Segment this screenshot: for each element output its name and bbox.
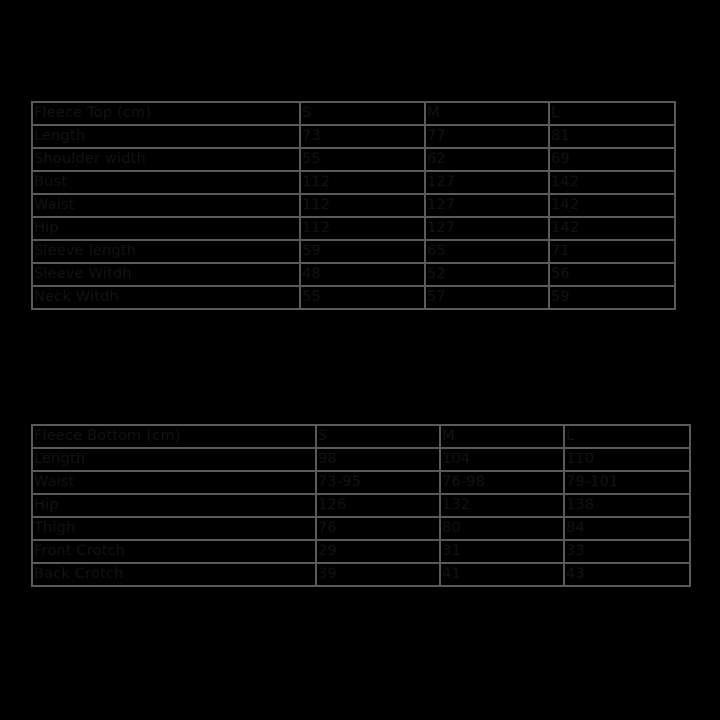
measurement-value-cell: 112 — [300, 171, 425, 194]
measurement-label-cell: Shoulder width — [32, 148, 300, 171]
measurement-label-cell: Waist — [32, 471, 316, 494]
measurement-value-cell: 76-98 — [440, 471, 564, 494]
size-header-cell: M — [425, 102, 549, 125]
measurement-value-cell: 41 — [440, 563, 564, 586]
table-row — [32, 448, 690, 471]
measurement-label-cell: Sleeve Witdh — [32, 263, 300, 286]
measurement-value-cell: 81 — [549, 125, 675, 148]
measurement-value-cell: 73-95 — [316, 471, 440, 494]
measurement-value-cell: 59 — [300, 240, 425, 263]
measurement-label-cell: Bust — [32, 171, 300, 194]
fleece-top-size-table — [31, 101, 676, 310]
measurement-label-cell: Length — [32, 125, 300, 148]
measurement-value-cell: 142 — [549, 194, 675, 217]
measurement-value-cell: 57 — [425, 286, 549, 309]
measurement-value-cell: 104 — [440, 448, 564, 471]
measurement-label-cell: Length — [32, 448, 316, 471]
measurement-value-cell: 77 — [425, 125, 549, 148]
table-row — [32, 217, 675, 240]
measurement-label-cell: Sleeve length — [32, 240, 300, 263]
table-body — [32, 102, 675, 309]
table-row — [32, 540, 690, 563]
measurement-value-cell: 112 — [300, 217, 425, 240]
measurement-value-cell: 98 — [316, 448, 440, 471]
table-title-cell: Fleece Bottom (cm) — [32, 425, 316, 448]
measurement-value-cell: 55 — [300, 286, 425, 309]
measurement-value-cell: 43 — [564, 563, 690, 586]
measurement-value-cell: 127 — [425, 171, 549, 194]
measurement-value-cell: 142 — [549, 171, 675, 194]
measurement-label-cell: Neck Witdh — [32, 286, 300, 309]
measurement-value-cell: 39 — [316, 563, 440, 586]
table-row — [32, 194, 675, 217]
measurement-value-cell: 112 — [300, 194, 425, 217]
table-row — [32, 148, 675, 171]
measurement-value-cell: 69 — [549, 148, 675, 171]
table-title-cell: Fleece Top (cm) — [32, 102, 300, 125]
table-row — [32, 563, 690, 586]
measurement-value-cell: 31 — [440, 540, 564, 563]
size-header-cell: M — [440, 425, 564, 448]
size-header-cell: L — [549, 102, 675, 125]
measurement-value-cell: 71 — [549, 240, 675, 263]
measurement-label-cell: Front Crotch — [32, 540, 316, 563]
measurement-value-cell: 29 — [316, 540, 440, 563]
measurement-label-cell: Thigh — [32, 517, 316, 540]
measurement-value-cell: 79-101 — [564, 471, 690, 494]
measurement-value-cell: 56 — [549, 263, 675, 286]
table-row — [32, 240, 675, 263]
size-header-cell: S — [316, 425, 440, 448]
table-header-row — [32, 102, 675, 125]
table-header-row — [32, 425, 690, 448]
table-body — [32, 425, 690, 586]
fleece-bottom-size-table — [31, 424, 691, 587]
table-row — [32, 125, 675, 148]
size-header-cell: S — [300, 102, 425, 125]
measurement-label-cell: Hip — [32, 217, 300, 240]
measurement-value-cell: 52 — [425, 263, 549, 286]
measurement-value-cell: 132 — [440, 494, 564, 517]
table-row — [32, 494, 690, 517]
measurement-value-cell: 110 — [564, 448, 690, 471]
measurement-value-cell: 127 — [425, 217, 549, 240]
measurement-value-cell: 73 — [300, 125, 425, 148]
measurement-value-cell: 80 — [440, 517, 564, 540]
measurement-value-cell: 65 — [425, 240, 549, 263]
measurement-value-cell: 62 — [425, 148, 549, 171]
table-row — [32, 471, 690, 494]
measurement-value-cell: 33 — [564, 540, 690, 563]
measurement-value-cell: 138 — [564, 494, 690, 517]
measurement-value-cell: 142 — [549, 217, 675, 240]
measurement-value-cell: 127 — [425, 194, 549, 217]
measurement-value-cell: 126 — [316, 494, 440, 517]
measurement-value-cell: 48 — [300, 263, 425, 286]
measurement-label-cell: Back Crotch — [32, 563, 316, 586]
table-row — [32, 517, 690, 540]
measurement-value-cell: 59 — [549, 286, 675, 309]
table-row — [32, 171, 675, 194]
table-row — [32, 263, 675, 286]
measurement-value-cell: 55 — [300, 148, 425, 171]
size-header-cell: L — [564, 425, 690, 448]
measurement-label-cell: Hip — [32, 494, 316, 517]
measurement-value-cell: 84 — [564, 517, 690, 540]
measurement-value-cell: 76 — [316, 517, 440, 540]
table-row — [32, 286, 675, 309]
measurement-label-cell: Waist — [32, 194, 300, 217]
